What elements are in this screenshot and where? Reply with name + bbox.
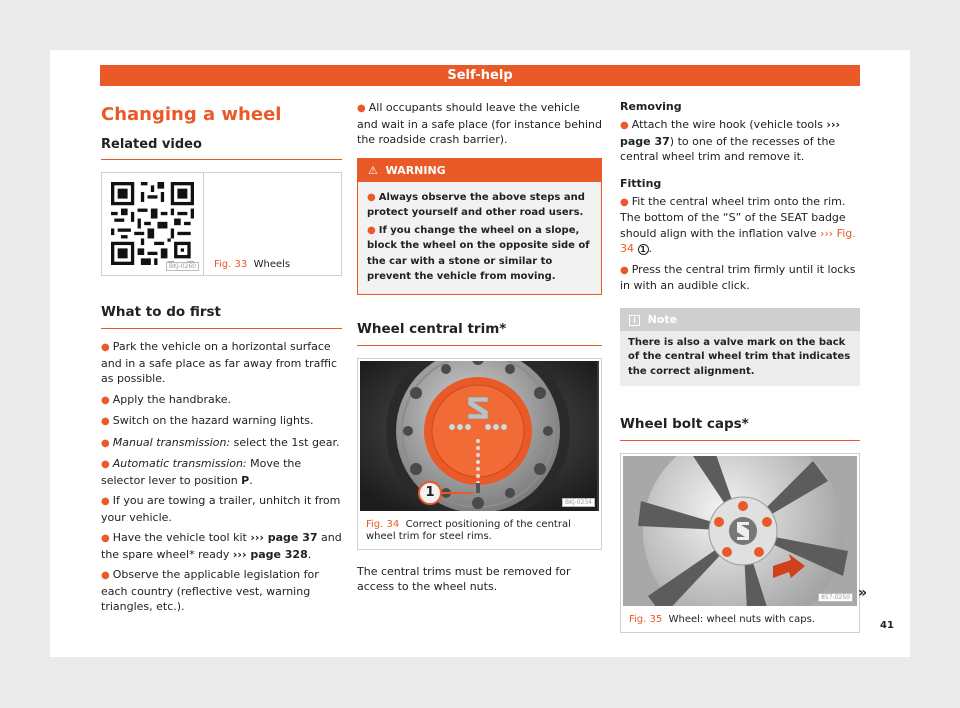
bullet-icon: ● [101,437,110,449]
note-body [620,331,860,387]
trim-paragraph: The central trims must be removed for access to the wheel nuts. [357,564,571,593]
what-to-do-first-heading: What to do first [101,304,342,329]
bullet-icon: ● [101,496,110,507]
list-item-text: Apply the handbrake. [112,392,231,406]
qr-code[interactable] [102,173,204,275]
page-link[interactable]: ››› page 37 [250,531,318,544]
warning-item-text: If you change the wheel on a slope, block the wheel on the opposite side of the car with a stone or similar to prevent the vehicle from moving. [367,224,590,282]
bullet-icon: ● [367,191,376,203]
note-header [620,308,860,331]
figure-code: BKJ-0234 [562,498,595,507]
warning-item [367,190,592,221]
figure-caption-text: Correct positioning of the central wheel trim for steel rims. [366,518,571,542]
figure-code: 857-0250 [818,593,853,602]
list-item [101,339,342,387]
figure-number: Fig. 34 [366,518,400,530]
list-item [620,117,860,165]
column-2 [357,100,602,600]
figure-35 [620,453,860,633]
list-item [620,194,860,257]
figure-caption-text: Wheels [253,259,291,270]
bullet-icon: ● [101,459,110,470]
warning-title: WARNING [385,163,446,177]
fitting-heading: Fitting [620,176,662,190]
wheel-trim-photo [360,361,599,511]
warning-body [358,182,601,294]
bullet-icon: ● [357,103,366,114]
list-item [101,530,342,562]
list-item-tail: . [307,547,312,561]
figure-caption [214,259,290,271]
bullet-icon: ● [101,394,110,406]
list-item [101,456,342,488]
figure-34 [357,358,602,550]
list-item [357,100,602,148]
figure-link[interactable]: ››› Fig. 34 [620,226,856,255]
bullet-icon: ● [620,196,629,208]
info-icon: i [629,315,640,326]
list-item-text: Press the central trim firmly until it locks in with an audible click. [620,262,856,292]
list-item [101,567,342,615]
bullet-icon: ● [101,533,110,544]
list-item-text: select the 1st gear. [230,435,340,449]
callout-number-icon: 1 [638,244,649,255]
removing-heading: Removing [620,100,682,113]
bullet-icon: ● [101,570,110,581]
list-item [101,392,342,409]
callout-number: 1 [425,484,435,500]
chapter-title: Changing a wheel [101,104,282,125]
selector-position: P [241,473,250,487]
note-box [620,308,860,387]
bullet-icon: ● [620,120,629,131]
wheel-caps-photo [623,456,857,606]
page-link[interactable]: ››› page 37 [620,118,841,148]
related-video-heading: Related video [101,137,342,160]
warning-item [367,223,592,285]
warning-box [357,158,602,295]
page-number: 41 [880,620,894,631]
list-item-text: Park the vehicle on a horizontal surface and in a safe place as far away from traffic as possible. [101,340,338,385]
list-item [620,262,860,294]
list-item-text: Attach the wire hook (vehicle tools [631,118,827,131]
figure-code: BKJ-0260 [166,262,199,271]
section-header [100,65,860,86]
steel-wheel-icon [360,361,597,511]
list-item-text: Fit the central wheel trim onto the rim. The bottom of the “S” of the SEAT badge should align with the inflation valve [620,194,846,240]
figure-caption-text: Wheel: wheel nuts with caps. [668,614,815,625]
note-text: There is also a valve mark on the back of the central wheel trim that indicates the correct alignment. [628,336,851,377]
bullet-icon: ● [101,416,110,427]
list-item [101,413,342,430]
list-item [101,493,342,525]
list-item-text: Switch on the hazard warning lights. [112,414,314,427]
list-item-tail: . [249,473,253,487]
list-item [101,435,342,452]
figure-caption [621,608,859,632]
bullet-icon: ● [367,224,376,236]
list-item-italic: Automatic transmission: [112,457,247,470]
callout-1 [418,481,442,505]
bullet-icon: ● [620,264,629,276]
list-item-text: and the spare wheel* ready [101,531,342,561]
list-item-text: Have the vehicle tool kit [112,531,251,544]
column-1 [101,98,342,620]
section-header-title: Self-help [447,68,513,83]
wheel-bolt-caps-heading: Wheel bolt caps* [620,416,860,441]
alloy-wheel-icon [623,456,857,606]
continue-arrow-icon: » [858,585,868,601]
warning-item-text: Always observe the above steps and protect yourself and other road users. [367,191,585,218]
list-item-tail: . [648,242,652,255]
list-item-tail: ) to one of the recesses of the central wheel trim and remove it. [620,134,836,163]
bullet-icon: ● [101,342,110,353]
warning-triangle-icon: ⚠ [368,163,378,177]
figure-caption [358,513,601,549]
list-item-text: Move the selector lever to position [101,457,302,487]
list-item-text: If you are towing a trailer, unhitch it from your vehicle. [101,494,341,524]
page-link[interactable]: ››› page 328 [232,547,308,561]
list-item-italic: Manual transmission: [112,435,231,449]
qr-code-icon [111,182,194,265]
warning-header [358,159,601,182]
column-3 [620,100,860,633]
figure-33 [101,172,342,276]
wheel-central-trim-heading: Wheel central trim* [357,321,602,346]
note-title: Note [647,312,678,326]
list-item-text: All occupants should leave the vehicle and wait in a safe place (for instance behind the roadside crash barrier). [357,101,602,146]
list-item-text: Observe the applicable legislation for each country (reflective vest, warning triangles, etc.). [101,568,319,613]
figure-number: Fig. 33 [214,259,248,270]
figure-number: Fig. 35 [629,614,663,625]
